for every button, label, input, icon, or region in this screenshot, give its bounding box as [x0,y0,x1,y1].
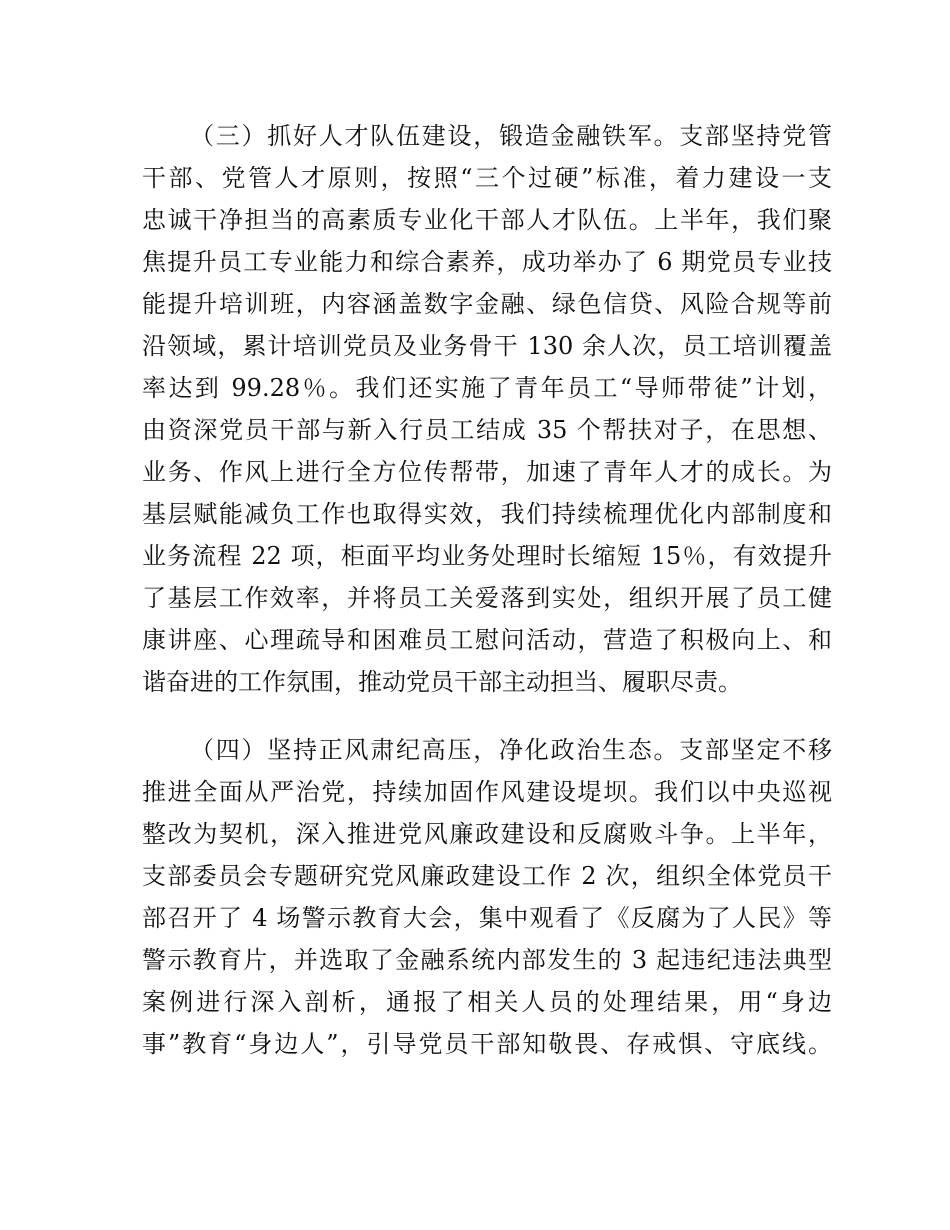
paragraph-line: （三）抓好人才队伍建设，锻造金融铁军。支部坚持党管 [190,122,832,150]
paragraph-line: 案例进行深入剖析，通报了相关人员的处理结果，用“身边 [142,988,832,1016]
paragraph-line: 忠诚干净担当的高素质专业化干部人才队伍。上半年，我们聚 [142,206,832,234]
paragraph-line: 基层赋能减负工作也取得实效，我们持续梳理优化内部制度和 [142,500,832,528]
paragraph-line: 支部委员会专题研究党风廉政建设工作 2 次，组织全体党员干 [142,862,832,890]
paragraph-line: 能提升培训班，内容涵盖数字金融、绿色信贷、风险合规等前 [142,290,832,318]
paragraph-line: 事”教育“身边人”，引导党员干部知敬畏、存戒惧、守底线。 [142,1030,832,1058]
paragraph-line: 沿领域，累计培训党员及业务骨干 130 余人次，员工培训覆盖 [142,332,832,360]
paragraph-line: 警示教育片，并选取了金融系统内部发生的 3 起违纪违法典型 [142,946,832,974]
paragraph-line: 率达到 99.28％。我们还实施了青年员工“导师带徒”计划， [142,374,832,402]
paragraph-line: 由资深党员干部与新入行员工结成 35 个帮扶对子，在思想、 [142,416,832,444]
paragraph-line: 焦提升员工专业能力和综合素养，成功举办了 6 期党员专业技 [142,248,832,276]
paragraph-line: （四）坚持正风肃纪高压，净化政治生态。支部坚定不移 [190,736,832,764]
paragraph-line: 推进全面从严治党，持续加固作风建设堤坝。我们以中央巡视 [142,778,832,806]
paragraph-line: 了基层工作效率，并将员工关爱落到实处，组织开展了员工健 [142,584,832,612]
paragraph-line: 业务、作风上进行全方位传帮带，加速了青年人才的成长。为 [142,458,832,486]
paragraph-line: 业务流程 22 项，柜面平均业务处理时长缩短 15％，有效提升 [142,542,832,570]
paragraph-line: 谐奋进的工作氛围，推动党员干部主动担当、履职尽责。 [142,668,742,696]
paragraph-line: 整改为契机，深入推进党风廉政建设和反腐败斗争。上半年， [142,820,832,848]
paragraph-line: 部召开了 4 场警示教育大会，集中观看了《反腐为了人民》等 [142,904,832,932]
paragraph-line: 康讲座、心理疏导和困难员工慰问活动，营造了积极向上、和 [142,626,832,654]
paragraph-line: 干部、党管人才原则，按照“三个过硬”标准，着力建设一支 [142,164,832,192]
